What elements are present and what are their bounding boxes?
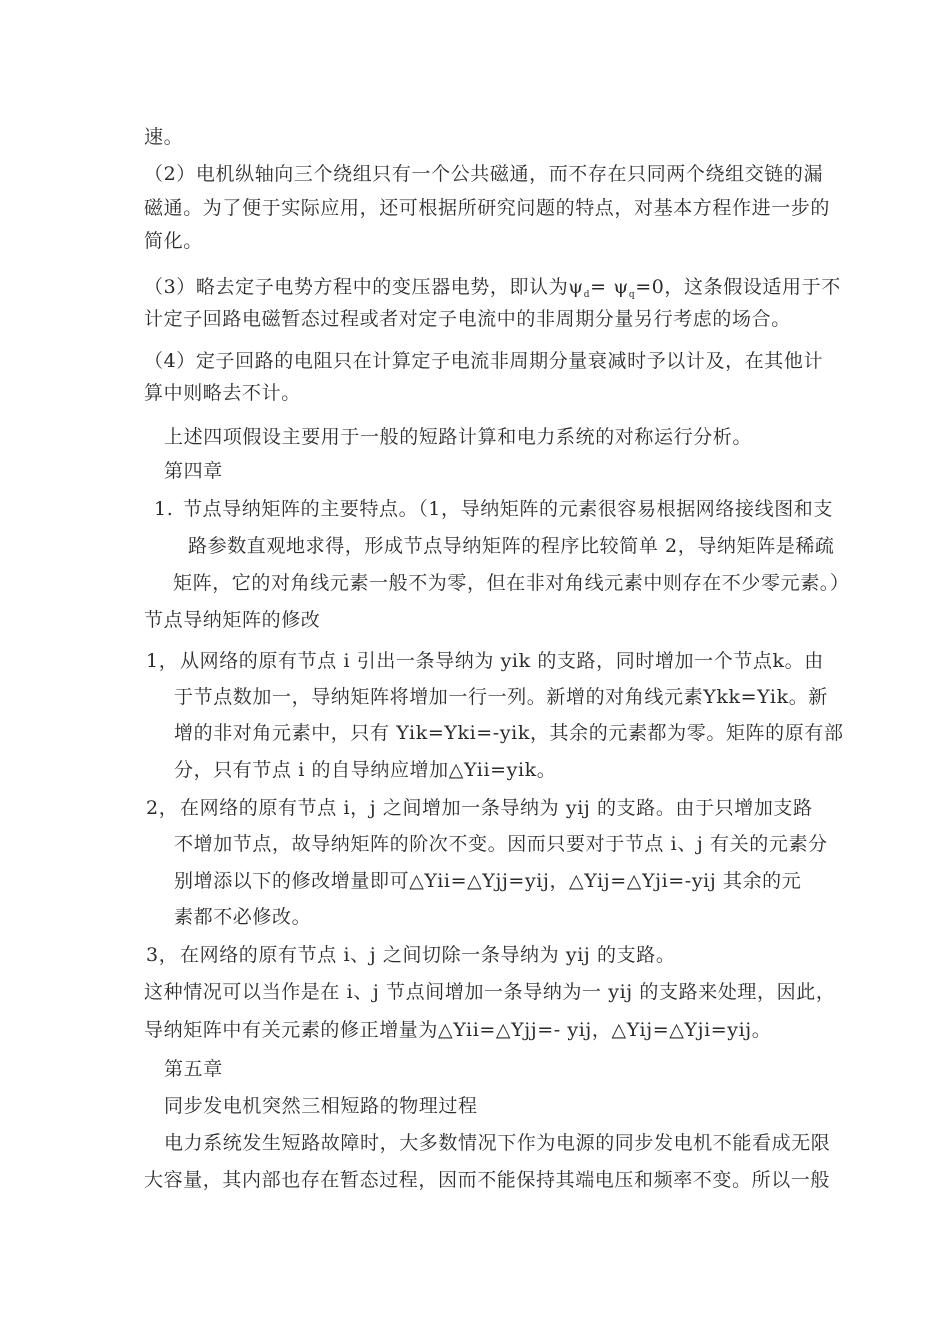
text-line: 这种情况可以当作是在 i、j 节点间增加一条导纳为一 yij 的支路来处理，因此， xyxy=(144,981,836,1003)
text-span: （3）略去定子电势方程中的变压器电势，即认为ψ xyxy=(144,276,584,298)
text-line: 速。 xyxy=(144,126,184,148)
list-item-remove-branch: 在网络的原有节点 i、j 之间切除一条导纳为 yij 的支路。 xyxy=(180,944,676,966)
chapter-heading-5: 第五章 xyxy=(164,1058,223,1080)
list-item-add-branch-new-node: 从网络的原有节点 i 引出一条导纳为 yik 的支路，同时增加一个节点k。由 xyxy=(180,650,824,672)
section-heading: 同步发电机突然三相短路的物理过程 xyxy=(164,1095,478,1117)
text-line: 计定子回路电磁暂态过程或者对定子电流中的非周期分量另行考虑的场合。 xyxy=(144,308,791,330)
list-number: 1， xyxy=(146,650,179,672)
subscript-q: q xyxy=(628,290,636,300)
text-line: 简化。 xyxy=(144,230,203,252)
subscript-d: d xyxy=(583,290,591,300)
text-line: 别增添以下的修改增量即可△Yii=△Yjj=yij，△Yij=△Yji=-yij 其余的元 xyxy=(174,870,802,892)
assumption-2: （2）电机纵轴向三个绕组只有一个公共磁通，而不存在只同两个绕组交链的漏 xyxy=(144,163,824,185)
section-heading: 节点导纳矩阵的修改 xyxy=(144,609,321,631)
text-line: 矩阵，它的对角线元素一般不为零，但在非对角线元素中则存在不少零元素。） xyxy=(173,572,850,594)
text-line: 于节点数加一，导纳矩阵将增加一行一列。新增的对角线元素Ykk=Yik。新 xyxy=(174,686,828,708)
text-line: 导纳矩阵中有关元素的修正增量为△Yii=△Yjj=- yij，△Yij=△Yji=yij。 xyxy=(144,1019,772,1041)
text-line: 不增加节点，故导纳矩阵的阶次不变。因而只要对于节点 i、j 有关的元素分 xyxy=(174,833,828,855)
summary-paragraph: 上述四项假设主要用于一般的短路计算和电力系统的对称运行分析。 xyxy=(164,426,753,448)
text-line: 素都不必修改。 xyxy=(174,906,312,928)
text-span: = ψ xyxy=(590,276,629,298)
text-line: 增的非对角元素中，只有 Yik=Yki=-yik，其余的元素都为零。矩阵的原有部 xyxy=(174,722,844,744)
list-number: 2， xyxy=(146,797,179,819)
list-item-add-branch: 在网络的原有节点 i，j 之间增加一条导纳为 yij 的支路。由于只增加支路 xyxy=(180,797,813,819)
text-line: 大容量，其内部也存在暂态过程，因而不能保持其端电压和频率不变。所以一般 xyxy=(144,1169,831,1191)
assumption-3 xyxy=(144,275,841,307)
text-span: =0，这条假设适用于不 xyxy=(635,276,841,298)
list-number: 3， xyxy=(146,944,179,966)
text-line: 磁通。为了便于实际应用，还可根据所研究问题的特点，对基本方程作进一步的 xyxy=(144,197,831,219)
text-line: 电力系统发生短路故障时，大多数情况下作为电源的同步发电机不能看成无限 xyxy=(164,1132,831,1154)
text-line: 分，只有节点 i 的自导纳应增加△Yii=yik。 xyxy=(174,759,557,781)
chapter-heading-4: 第四章 xyxy=(164,460,223,482)
assumption-4: （4）定子回路的电阻只在计算定子电流非周期分量衰减时予以计及，在其他计 xyxy=(144,350,824,372)
list-number: 1. xyxy=(154,498,174,520)
text-line: 路参数直观地求得，形成节点导纳矩阵的程序比较简单 2，导纳矩阵是稀疏 xyxy=(188,535,835,557)
list-item-admittance-features: 节点导纳矩阵的主要特点。（1，导纳矩阵的元素很容易根据网络接线图和支 xyxy=(183,498,833,520)
text-line: 算中则略去不计。 xyxy=(144,382,301,404)
